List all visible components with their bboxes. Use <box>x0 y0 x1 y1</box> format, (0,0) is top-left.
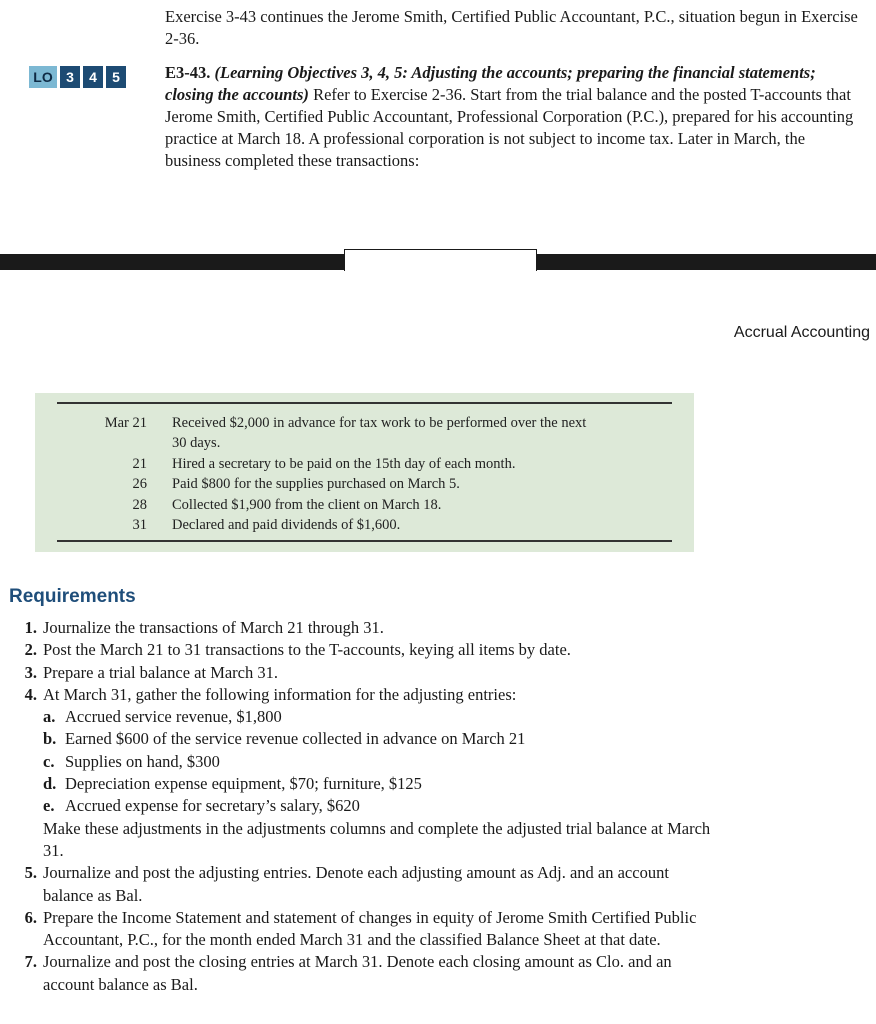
adjustment-text: Depreciation expense equipment, $70; furniture, $125 <box>65 774 422 794</box>
adjustment-letter: d. <box>43 774 57 794</box>
exercise-statement <box>165 62 855 172</box>
adjustment-item <box>0 795 876 817</box>
bottom-rule <box>57 540 672 542</box>
requirement-4-note: Make these adjustments in the adjustments columns and complete the adjusted trial balance at March 31. <box>43 818 711 860</box>
requirement-number: 2. <box>24 640 37 660</box>
lo-label: LO <box>29 66 57 88</box>
learning-objective-badge <box>29 66 126 88</box>
transaction-row <box>35 515 694 535</box>
transaction-date: 21 <box>132 455 147 472</box>
adjustment-item <box>0 706 876 728</box>
transaction-date: Mar 21 <box>104 415 147 431</box>
transaction-text: Paid $800 for the supplies purchased on March 5. <box>172 476 460 493</box>
transaction-text: Hired a secretary to be paid on the 15th day of each month. <box>172 455 516 472</box>
adjustment-letter: e. <box>43 796 55 816</box>
requirement-number: 3. <box>24 662 37 682</box>
intro-paragraph: Exercise 3-43 continues the Jerome Smith, Certified Public Accountant, P.C., situation begun in Exercise 2-36. <box>165 7 858 48</box>
requirements-heading: Requirements <box>9 586 136 607</box>
requirement-text: Journalize and post the closing entries at March 31. Denote each closing amount as Clo. and an account balance as Bal. <box>43 952 672 994</box>
lo-number: 4 <box>83 66 103 88</box>
adjustment-letter: a. <box>43 707 56 727</box>
transactions-list <box>35 413 694 535</box>
transactions-box <box>35 393 694 552</box>
requirement-number: 7. <box>24 952 37 972</box>
adjustment-letter: b. <box>43 729 57 749</box>
requirement-item <box>0 862 876 907</box>
adjustment-item <box>0 728 876 750</box>
adjustment-text: Accrued expense for secretary’s salary, $620 <box>65 796 360 816</box>
lo-number: 5 <box>106 66 126 88</box>
adjustment-letter: c. <box>43 751 55 771</box>
adjustment-item <box>0 773 876 795</box>
transaction-text: Declared and paid dividends of $1,600. <box>172 517 401 534</box>
page-divider-tab <box>344 249 537 271</box>
lo-number: 3 <box>60 66 80 88</box>
exercise-text: Refer to Exercise 2-36. Start from the trial balance and the posted T-accounts that Jerome Smith, Certified Public Accountant, Professional Corporation (P.C.), prepared for his accounting practice at March 18. A professional corporation is not subject to income tax. Later in March, the business completed these transactions: <box>165 85 854 170</box>
transaction-text: Collected $1,900 from the client on March 18. <box>172 496 442 513</box>
requirement-item <box>0 951 876 996</box>
transaction-date: 26 <box>132 476 147 493</box>
adjustment-item <box>0 751 876 773</box>
exercise-id: E3-43. <box>165 63 211 82</box>
requirement-text: At March 31, gather the following information for the adjusting entries: <box>43 684 517 704</box>
requirement-text: Post the March 21 to 31 transactions to the T-accounts, keying all items by date. <box>43 640 571 660</box>
requirement-number: 6. <box>24 907 37 927</box>
requirement-text: Journalize the transactions of March 21 through 31. <box>43 618 384 637</box>
requirements-list <box>0 617 876 996</box>
transaction-date: 28 <box>132 496 147 513</box>
requirement-item <box>0 662 876 684</box>
adjustment-text: Accrued service revenue, $1,800 <box>65 707 282 727</box>
requirement-number: 5. <box>24 863 37 883</box>
requirement-item <box>0 907 876 952</box>
requirement-number: 1. <box>24 618 37 637</box>
requirement-item <box>0 617 876 639</box>
transaction-row <box>35 495 694 515</box>
requirement-item <box>0 684 876 706</box>
exercise-objectives: (Learning Objectives 3, 4, 5: Adjusting the accounts; preparing the financial statements; closing the accounts) <box>165 63 816 104</box>
requirement-text: Journalize and post the adjusting entries. Denote each adjusting amount as Adj. and an account balance as Bal. <box>43 863 669 905</box>
running-head: Accrual Accounting <box>733 324 870 341</box>
transaction-text: Received $2,000 in advance for tax work to be performed over the next 30 days. <box>172 415 587 452</box>
transaction-date: 31 <box>132 517 147 534</box>
adjustment-text: Supplies on hand, $300 <box>65 751 220 771</box>
top-rule <box>57 402 672 404</box>
requirement-item <box>0 639 876 661</box>
transaction-row <box>35 413 694 454</box>
transaction-row <box>35 474 694 494</box>
transaction-row <box>35 454 694 474</box>
adjustment-text: Earned $600 of the service revenue collected in advance on March 21 <box>65 729 526 749</box>
requirement-number: 4. <box>24 684 37 704</box>
requirement-text: Prepare a trial balance at March 31. <box>43 662 279 682</box>
requirement-text: Prepare the Income Statement and statement of changes in equity of Jerome Smith Certified Public Accountant, P.C., for the month ended March 31 and the classified Balance Sheet at that date. <box>43 907 697 950</box>
